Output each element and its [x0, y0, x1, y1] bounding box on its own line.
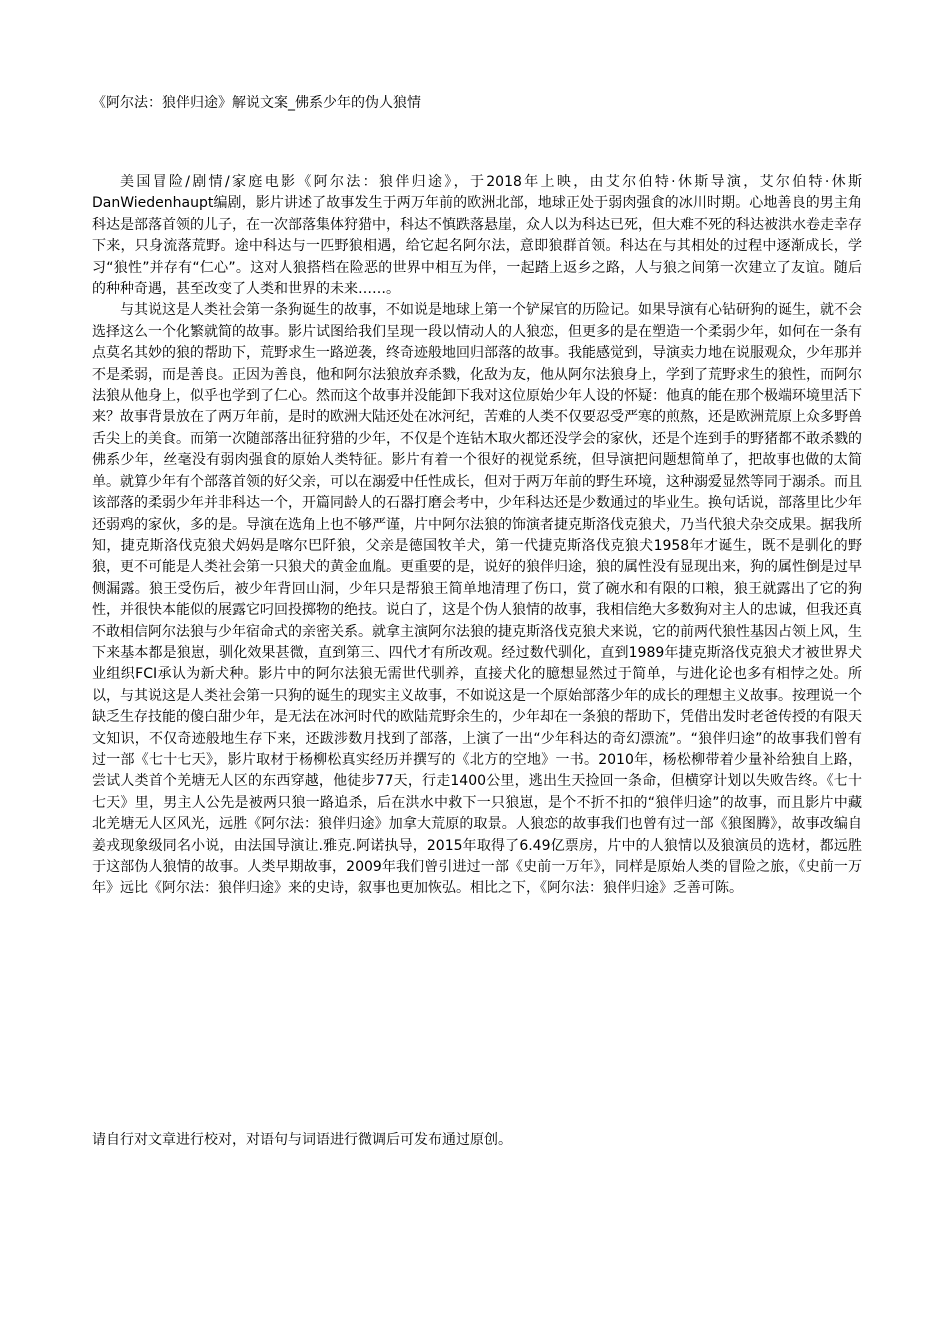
paragraph-intro: 美国冒险/剧情/家庭电影《阿尔法：狼伴归途》，于2018年上映，由艾尔伯特·休斯导演，艾尔伯特·休斯 DanWiedenhaupt编剧，影片讲述了故事发生于两万年前的欧洲北部，地球正处于弱肉强食的冰川时期。心地善良的男主角科达是部落首领的儿子，在一次部落集体狩猎中，科达不慎跌落悬崖，众人以为科达已死，但大难不死的科达被洪水卷走幸存下来，只身流落荒野。途中科达与一匹野狼相遇，给它起名阿尔法，意即狼群首领。科达在与其相处的过程中逐渐成长，学习“狼性”并存有“仁心”。这对人狼搭档在险恶的世界中相互为伴，一起踏上返乡之路，人与狼之间第一次建立了友谊。随后的种种奇遇，甚至改变了人类和世界的未来……。 [92, 174, 862, 298]
document-body [92, 172, 862, 900]
paragraph-review: 与其说这是人类社会第一条狗诞生的故事，不如说是地球上第一个铲屎官的历险记。如果导演有心钻研狗的诞生，就不会选择这么一个化繁就简的故事。影片试图给我们呈现一段以情动人的人狼恋，但更多的是在塑造一个柔弱少年，如何在一条有点莫名其妙的狼的帮助下，荒野求生一路逆袭，终奇迹般地回归部落的故事。我能感觉到，导演卖力地在说服观众，少年那并不是柔弱，而是善良。正因为善良，他和阿尔法狼放弃杀戮，化敌为友，他从阿尔法狼身上，学到了荒野求生的狼性，而阿尔法狼从他身上，似乎也学到了仁心。然而这个故事并没能卸下我对这位原始少年人设的怀疑：他真的能在那个极端环境里活下来？故事背景放在了两万年前，是时的欧洲大陆还处在冰河纪，苦难的人类不仅要忍受严寒的煎熬，还是欧洲荒原上众多野兽舌尖上的美食。而第一次随部落出征狩猎的少年，不仅是个连钻木取火都还没学会的家伙，还是个连到手的野猪都不敢杀戮的佛系少年，丝毫没有弱肉强食的原始人类特征。影片有着一个很好的视觉系统，但导演把问题想简单了，把故事也做的太简单。就算少年有个部落首领的好父亲，可以在溺爱中任性成长，但对于两万年前的野生环境，这种溺爱显然等同于溺杀。而且该部落的柔弱少年并非科达一个，开篇同龄人的石器打磨会考中，少年科达还是少数通过的毕业生。换句话说，部落里比少年还弱鸡的家伙，多的是。导演在选角上也不够严谨，片中阿尔法狼的饰演者捷克斯洛伐克狼犬，乃当代狼犬杂交成果。据我所知，捷克斯洛伐克狼犬妈妈是喀尔巴阡狼，父亲是德国牧羊犬，第一代捷克斯洛伐克狼犬1958年才诞生，既不是驯化的野狼，更不可能是人类社会第一只狼犬的黄金血胤。更重要的是，说好的狼伴归途，狼的属性没有显现出来，狗的属性倒是过早侧漏露。狼王受伤后，被少年背回山洞，少年只是帮狼王简单地清理了伤口，赏了碗水和有限的口粮，狼王就露出了它的狗性，并很快本能似的展露它叼回投掷物的绝技。说白了，这是个伪人狼情的故事，我相信绝大多数狗对主人的忠诚，但我还真不敢相信阿尔法狼与少年宿命式的亲密关系。就拿主演阿尔法狼的捷克斯洛伐克狼犬来说，它的前两代狼性基因占领上风，生下来基本都是狼崽，驯化效果甚微，直到第三、四代才有所改观。经过数代驯化，直到1989年捷克斯洛伐克狼犬才被世界犬业组织FCI承认为新犬种。影片中的阿尔法狼无需世代驯养，直接犬化的臆想显然过于简单，与进化论也多有相悖之处。所以，与其说这是人类社会第一只狗的诞生的现实主义故事，不如说这是一个原始部落少年的成长的理想主义故事。按理说一个缺乏生存技能的傻白甜少年，是无法在冰河时代的欧陆荒野余生的，少年却在一条狼的帮助下，凭借出发时老爸传授的有限天文知识，不仅奇迹般地生存下来，还跋涉数月找到了部落，上演了一出“少年科达的奇幻漂流”。“狼伴归途”的故事我们曾有过一部《七十七天》，影片取材于杨柳松真实经历并撰写的《北方的空地》一书。2010年，杨松柳带着少量补给独自上路，尝试人类首个羌塘无人区的东西穿越，他徒步77天，行走1400公里，逃出生天捡回一条命，但横穿计划以失败告终。《七十七天》里，男主人公先是被两只狼一路追杀，后在洪水中救下一只狼崽，是个不折不扣的“狼伴归途”的故事，而且影片中藏北羌塘无人区风光，远胜《阿尔法：狼伴归途》加拿大荒原的取景。人狼恋的故事我们也曾有过一部《狼图腾》，故事改编自姜戎现象级同名小说，由法国导演让.雅克.阿诺执导，2015年取得了6.49亿票房，片中的人狼情以及狼演员的选材，都远胜于这部伪人狼情的故事。人类早期故事，2009年我们曾引进过一部《史前一万年》，同样是原始人类的冒险之旅，《史前一万年》远比《阿尔法：狼伴归途》来的史诗，叙事也更加恢弘。相比之下，《阿尔法：狼伴归途》乏善可陈。 [92, 302, 862, 897]
footer-note: 请自行对文章进行校对，对语句与词语进行微调后可发布通过原创。 [92, 1132, 512, 1148]
document-title: 《阿尔法：狼伴归途》解说文案_佛系少年的伪人狼情 [92, 95, 421, 111]
